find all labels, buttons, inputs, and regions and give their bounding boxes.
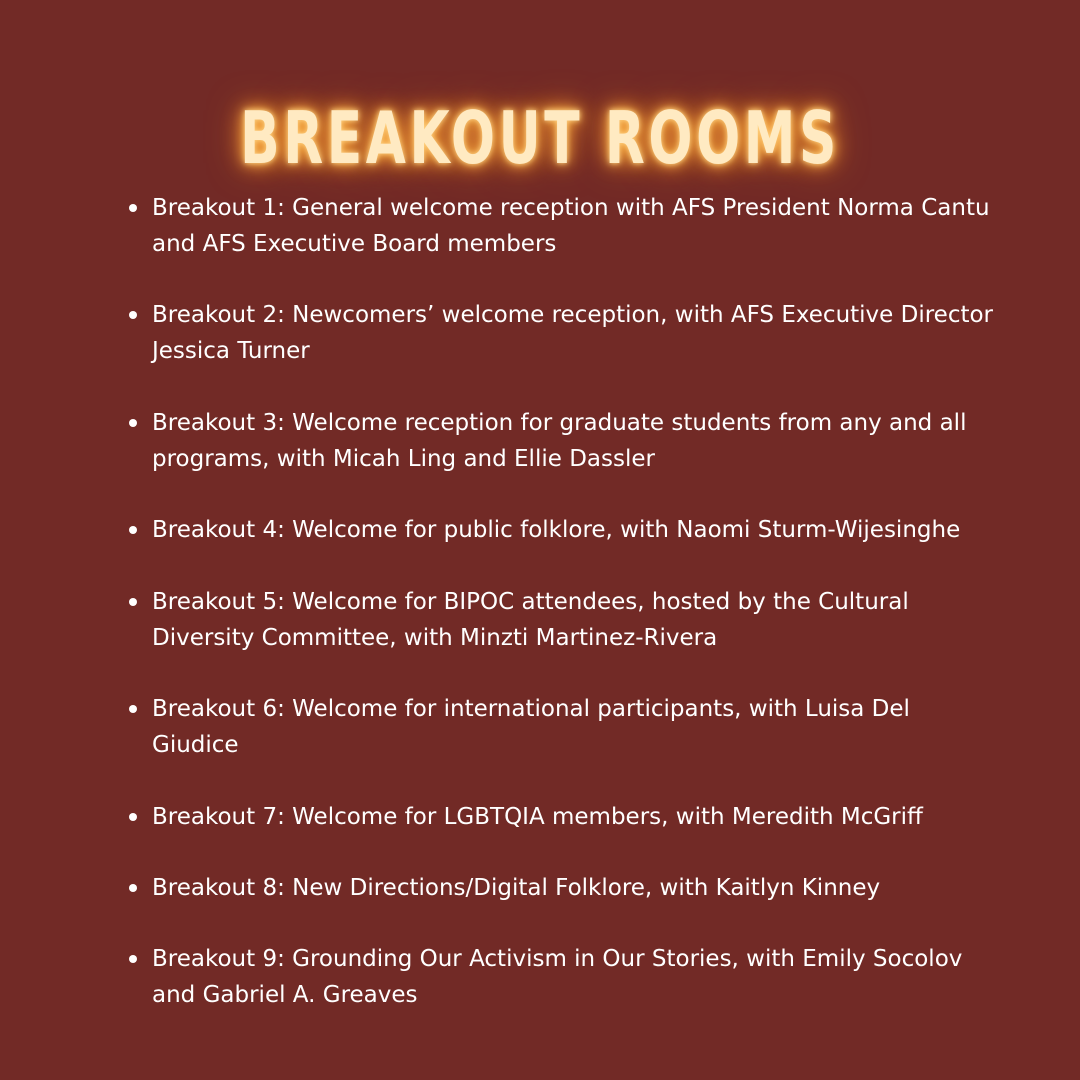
- list-item-breakout-6: [152, 691, 1002, 763]
- list-item-breakout-8: [152, 870, 1002, 906]
- bullet-icon: [129, 705, 137, 713]
- bullet-icon: [129, 311, 137, 319]
- list-item-breakout-1: [152, 190, 1002, 262]
- list-item-breakout-9: [152, 941, 1002, 1013]
- breakout-text: Breakout 3: Welcome reception for graduate students from any and all programs, with Micah Ling and Ellie Dassler: [152, 410, 967, 472]
- breakout-text: Breakout 8: New Directions/Digital Folklore, with Kaitlyn Kinney: [152, 875, 881, 901]
- bullet-icon: [129, 419, 137, 427]
- breakout-text: Breakout 6: Welcome for international participants, with Luisa Del Giudice: [152, 696, 910, 758]
- breakout-text: Breakout 9: Grounding Our Activism in Our Stories, with Emily Socolov and Gabriel A. Greaves: [152, 946, 963, 1008]
- page-title: BREAKOUT ROOMS: [240, 96, 840, 181]
- breakout-text: Breakout 4: Welcome for public folklore, with Naomi Sturm-Wijesinghe: [152, 517, 961, 543]
- bullet-icon: [129, 526, 137, 534]
- breakout-text: Breakout 2: Newcomers’ welcome reception, with AFS Executive Director Jessica Turner: [152, 302, 994, 364]
- bullet-icon: [129, 955, 137, 963]
- breakout-text: Breakout 7: Welcome for LGBTQIA members, with Meredith McGriff: [152, 804, 923, 830]
- list-item-breakout-2: [152, 297, 1002, 369]
- bullet-icon: [129, 598, 137, 606]
- list-item-breakout-3: [152, 405, 1002, 477]
- bullet-icon: [129, 884, 137, 892]
- breakout-text: Breakout 5: Welcome for BIPOC attendees, hosted by the Cultural Diversity Committee, with Minzti Martinez-Rivera: [152, 589, 909, 651]
- list-item-breakout-4: [152, 512, 1002, 548]
- breakout-text: Breakout 1: General welcome reception with AFS President Norma Cantu and AFS Executive Board members: [152, 195, 990, 257]
- bullet-icon: [129, 813, 137, 821]
- list-item-breakout-7: [152, 799, 1002, 835]
- list-item-breakout-5: [152, 584, 1002, 656]
- bullet-icon: [129, 204, 137, 212]
